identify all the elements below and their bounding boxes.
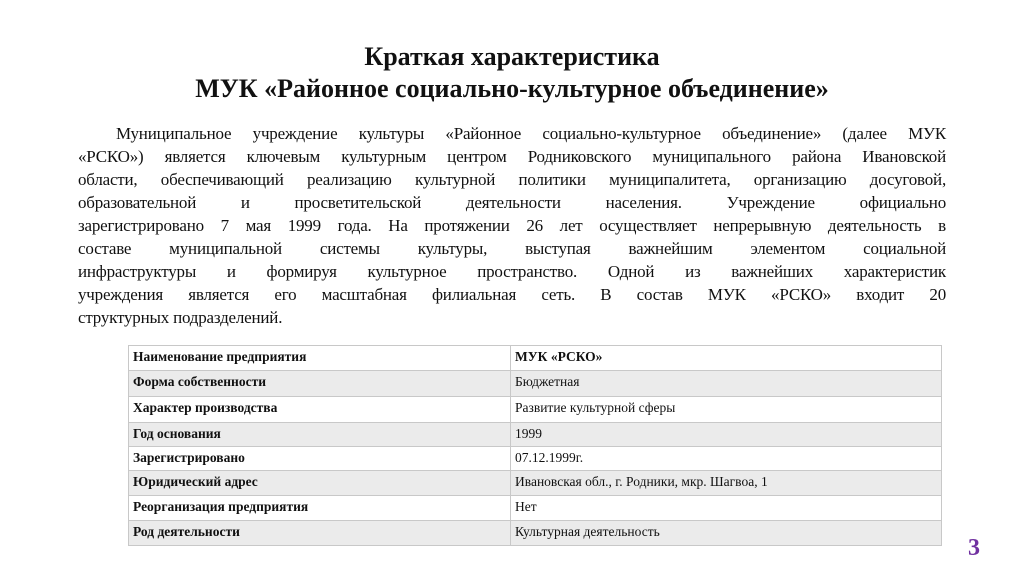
table-row — [129, 423, 942, 447]
paragraph-line: образовательной и просветительской деятельности населения. Учреждение официально — [78, 193, 946, 212]
table-row — [129, 397, 942, 423]
table-value: Нет — [511, 496, 942, 521]
slide-subtitle: МУК «Районное социально-культурное объединение» — [195, 74, 829, 103]
info-table — [128, 345, 942, 546]
table-key: Реорганизация предприятия — [129, 496, 511, 521]
table-value: 07.12.1999г. — [511, 447, 942, 471]
slide-title: Краткая характеристика — [364, 42, 660, 71]
page-number: 3 — [968, 535, 980, 561]
table-value: Бюджетная — [511, 371, 942, 397]
table-row — [129, 447, 942, 471]
table-key: Род деятельности — [129, 521, 511, 546]
paragraph-line: зарегистрировано 7 мая 1999 года. На протяжении 26 лет осуществляет непрерывную деятельность в — [78, 216, 946, 235]
description-paragraph — [78, 122, 946, 329]
paragraph-line: структурных подразделений. — [78, 308, 283, 327]
paragraph-line: области, обеспечивающий реализацию культурной политики муниципалитета, организацию досуговой, — [78, 170, 946, 189]
table-value: Развитие культурной сферы — [511, 397, 942, 423]
table-row — [129, 521, 942, 546]
table-value: Ивановская обл., г. Родники, мкр. Шагвоа, 1 — [511, 471, 942, 496]
table-row — [129, 496, 942, 521]
table-key: Наименование предприятия — [129, 346, 511, 371]
table-row — [129, 371, 942, 397]
table-value: Культурная деятельность — [511, 521, 942, 546]
paragraph-line: «РСКО») является ключевым культурным центром Родниковского муниципального района Ивановской — [78, 147, 946, 166]
paragraph-line: Муниципальное учреждение культуры «Районное социально-культурное объединение» (далее МУК — [116, 124, 946, 143]
table-row — [129, 346, 942, 371]
paragraph-line: инфраструктуры и формируя культурное пространство. Одной из важнейших характеристик — [78, 262, 946, 281]
table-key: Год основания — [129, 423, 511, 447]
table-key: Зарегистрировано — [129, 447, 511, 471]
table-key: Юридический адрес — [129, 471, 511, 496]
table-value: 1999 — [511, 423, 942, 447]
paragraph-line: учреждения является его масштабная филиальная сеть. В состав МУК «РСКО» входит 20 — [78, 285, 946, 304]
table-key: Характер производства — [129, 397, 511, 423]
table-row — [129, 471, 942, 496]
table-value: МУК «РСКО» — [511, 346, 942, 371]
paragraph-line: составе муниципальной системы культуры, выступая важнейшим элементом социальной — [78, 239, 946, 258]
table-key: Форма собственности — [129, 371, 511, 397]
